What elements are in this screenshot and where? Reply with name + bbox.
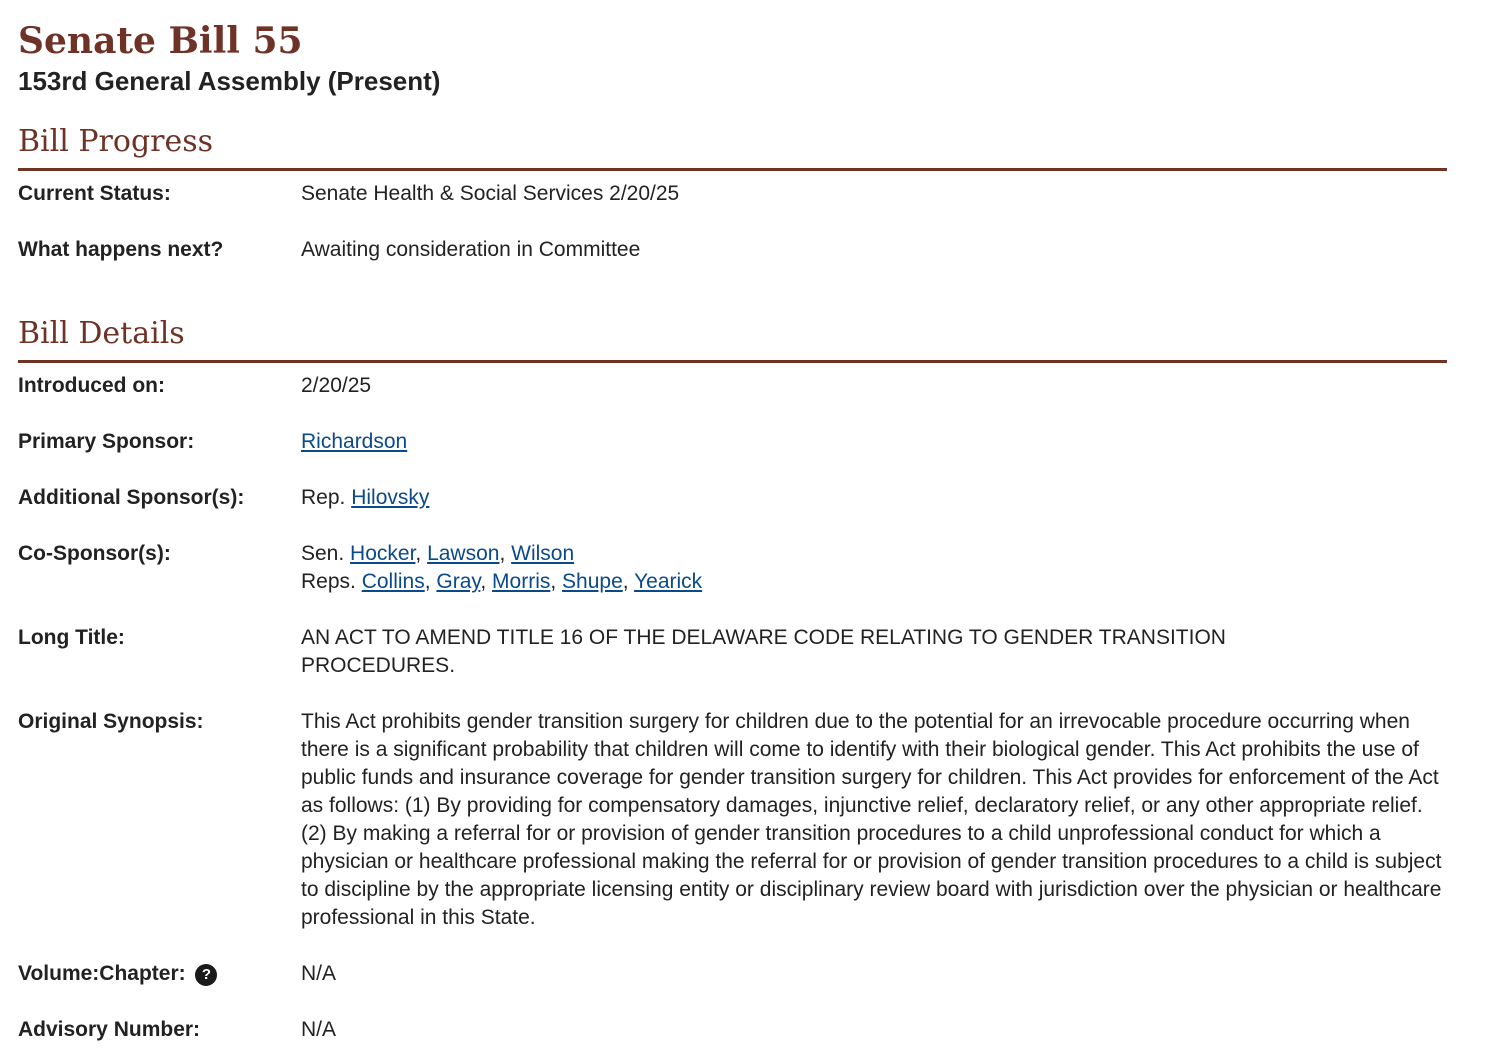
cosponsor-link-hocker[interactable]: Hocker bbox=[350, 542, 416, 565]
cosponsor-link-wilson[interactable]: Wilson bbox=[511, 542, 575, 565]
volume-chapter-value: N/A bbox=[301, 962, 337, 985]
next-step-label: What happens next? bbox=[18, 238, 224, 261]
next-step-value: Awaiting consideration in Committee bbox=[301, 238, 641, 261]
current-status-label: Current Status: bbox=[18, 182, 171, 205]
bill-details-heading: Bill Details bbox=[18, 314, 1447, 363]
reps-prefix: Reps. bbox=[301, 570, 356, 593]
sponsor-link-richardson[interactable]: Richardson bbox=[301, 430, 408, 453]
advisory-number-label: Advisory Number: bbox=[18, 1018, 201, 1041]
synopsis-value: This Act prohibits gender transition surgery for children due to the potential for an irrevocable procedure occurring when there is a significant probability that children will come to identify with their biological gender. This Act prohibits the use of public funds and insurance coverage for gender transition surgery for children. This Act provides for enforcement of the Act as follows: (1) By providing for compensatory damages, injunctive relief, declaratory relief, or any other appropriate relief. (2) By making a referral for or provision of gender transition procedures to a child unprofessional conduct for which a physician or healthcare professional making the referral for or provision of gender transition procedures to a child is subject to discipline by the appropriate licensing entity or disciplinary review board with jurisdiction over the physician or healthcare professional in this State. bbox=[301, 710, 1442, 929]
cosponsor-link-lawson[interactable]: Lawson bbox=[427, 542, 500, 565]
volume-chapter-label bbox=[18, 960, 298, 988]
long-title-value: AN ACT TO AMEND TITLE 16 OF THE DELAWARE CODE RELATING TO GENDER TRANSITION PROCEDURES. bbox=[301, 626, 1226, 677]
question-circle-icon[interactable]: ? bbox=[195, 964, 217, 986]
cosponsor-value bbox=[301, 540, 1448, 596]
bill-title: Senate Bill 55 bbox=[18, 20, 303, 62]
primary-sponsor-value bbox=[301, 428, 1448, 456]
volume-chapter-label-text: Volume:Chapter: bbox=[18, 962, 186, 985]
additional-sponsor-value bbox=[301, 484, 1448, 512]
cosponsor-link-yearick[interactable]: Yearick bbox=[634, 570, 703, 593]
cosponsor-label: Co-Sponsor(s): bbox=[18, 542, 171, 565]
introduced-label: Introduced on: bbox=[18, 374, 165, 397]
introduced-value: 2/20/25 bbox=[301, 374, 372, 397]
additional-sponsor-prefix: Rep. bbox=[301, 486, 346, 509]
bill-progress-heading: Bill Progress bbox=[18, 122, 1447, 171]
cosponsor-link-gray[interactable]: Gray bbox=[436, 570, 481, 593]
primary-sponsor-label: Primary Sponsor: bbox=[18, 430, 195, 453]
sponsor-link-hilovsky[interactable]: Hilovsky bbox=[351, 486, 430, 509]
senate-cosponsors: Sen. Hocker, Lawson, Wilson bbox=[301, 542, 575, 565]
advisory-number-value: N/A bbox=[301, 1018, 337, 1041]
current-status-value: Senate Health & Social Services 2/20/25 bbox=[301, 182, 680, 205]
synopsis-label: Original Synopsis: bbox=[18, 710, 204, 733]
cosponsor-link-shupe[interactable]: Shupe bbox=[562, 570, 623, 593]
cosponsor-link-collins[interactable]: Collins bbox=[361, 570, 425, 593]
senate-prefix: Sen. bbox=[301, 542, 345, 565]
additional-sponsor-label: Additional Sponsor(s): bbox=[18, 486, 245, 509]
cosponsor-link-morris[interactable]: Morris bbox=[492, 570, 551, 593]
house-cosponsors: Reps. Collins, Gray, Morris, Shupe, Yearick bbox=[301, 570, 703, 593]
assembly-subtitle: 153rd General Assembly (Present) bbox=[18, 66, 441, 96]
long-title-label: Long Title: bbox=[18, 626, 125, 649]
